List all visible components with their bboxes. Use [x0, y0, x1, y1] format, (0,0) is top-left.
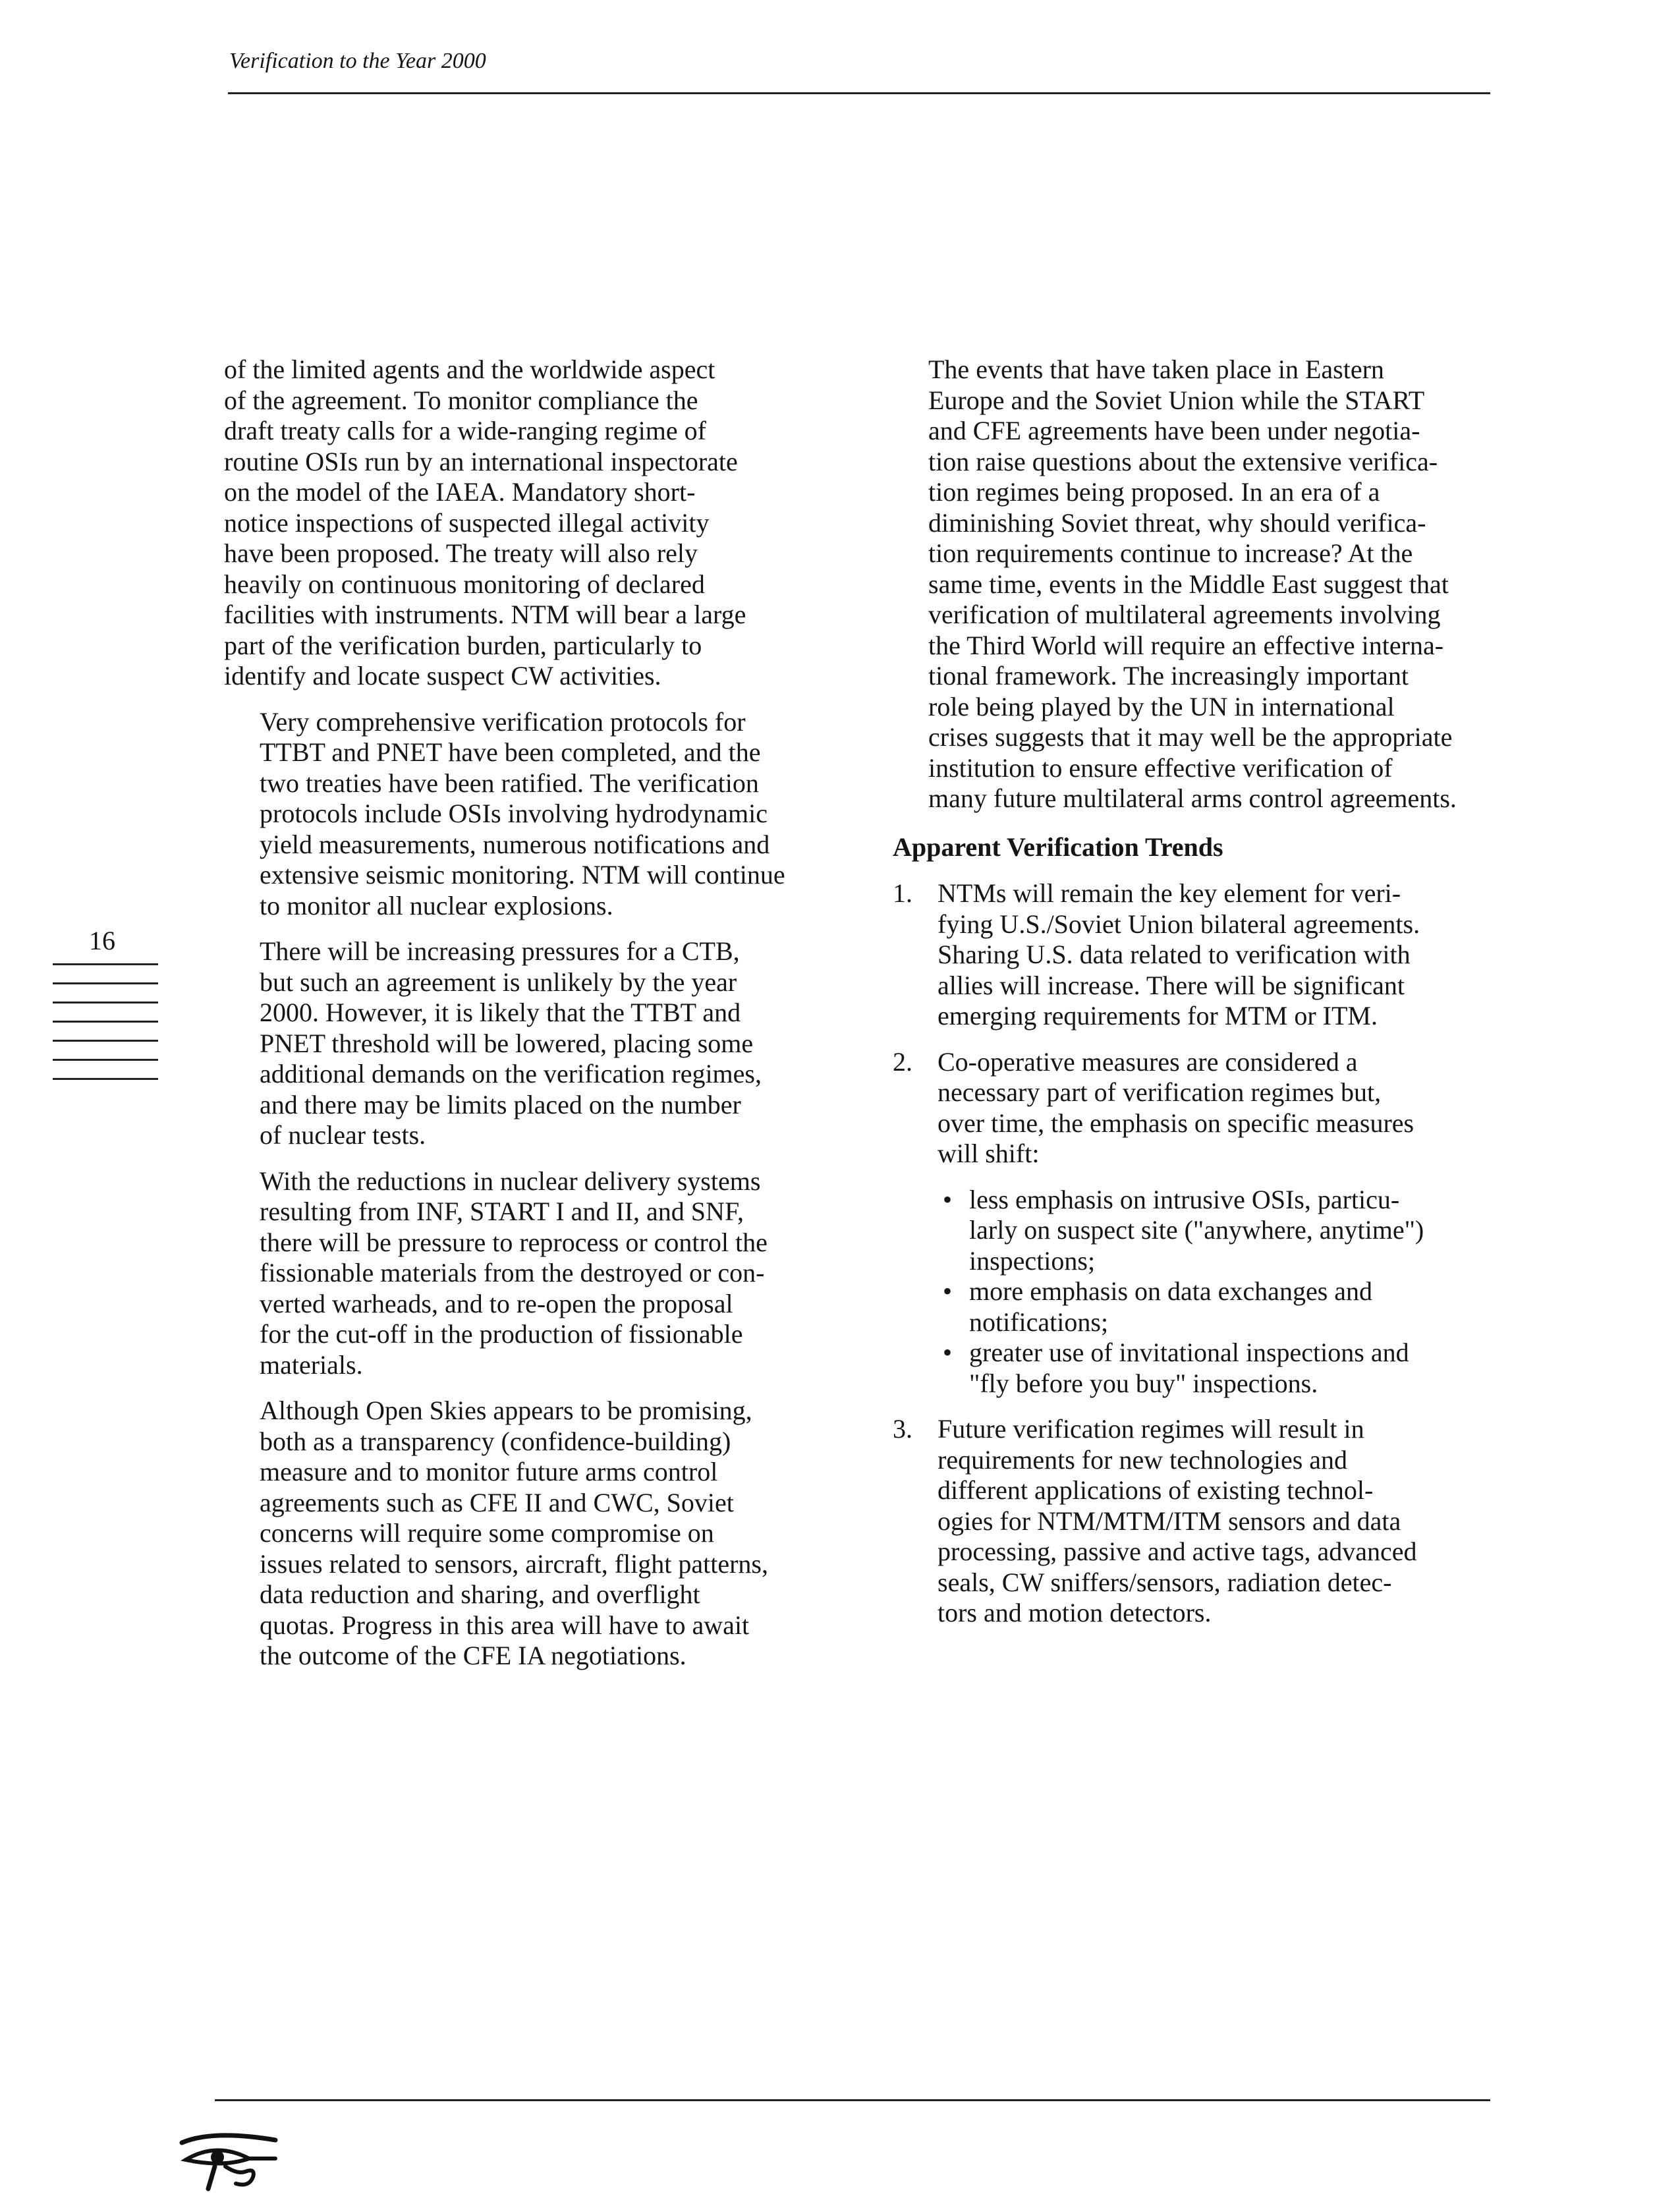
text-line: on the model of the IAEA. Mandatory short- [224, 477, 696, 507]
text-line: allies will increase. There will be significant [938, 970, 1405, 1000]
margin-rule-line [53, 963, 158, 965]
paragraph-ttbt-pnet [224, 707, 830, 922]
text-line: 2000. However, it is likely that the TTBT and [260, 998, 741, 1027]
bullet-item [938, 1185, 1505, 1277]
list-item [893, 1414, 1505, 1629]
text-line: have been proposed. The treaty will also rely [224, 538, 698, 568]
text-line: resulting from INF, START I and II, and SNF, [260, 1197, 744, 1226]
paragraph-cw-agreement [224, 354, 830, 692]
text-line: concerns will require some compromise on [260, 1518, 714, 1548]
text-line: the Third World will require an effective interna- [928, 630, 1444, 660]
margin-rule-line [53, 982, 158, 984]
margin-rule-line [53, 1040, 158, 1042]
text-line: emerging requirements for MTM or ITM. [938, 1001, 1378, 1030]
paragraph-ctb [224, 936, 830, 1151]
trends-list [893, 878, 1505, 1629]
bullet-item [938, 1276, 1505, 1338]
margin-rule-line [53, 1002, 158, 1003]
text-line: greater use of invitational inspections and [969, 1338, 1409, 1367]
text-line: will shift: [938, 1139, 1040, 1168]
text-line: but such an agreement is unlikely by the year [260, 967, 737, 997]
margin-rule-line [53, 1059, 158, 1061]
text-line: institution to ensure effective verification of [928, 752, 1393, 783]
text-line: Sharing U.S. data related to verification with [938, 940, 1411, 969]
text-line: tion raise questions about the extensive verifica- [928, 446, 1438, 476]
text-line: measure and to monitor future arms control [260, 1457, 718, 1486]
bullet-glyph: • [943, 1338, 953, 1367]
text-line: materials. [260, 1349, 363, 1380]
text-line: and CFE agreements have been under negotia- [928, 416, 1420, 445]
text-line: of the agreement. To monitor compliance the [224, 385, 698, 415]
bullet-glyph: • [943, 1276, 953, 1306]
text-line: data reduction and sharing, and overflight [260, 1579, 700, 1609]
text-line: to monitor all nuclear explosions. [260, 890, 613, 920]
text-line: crises suggests that it may well be the appropriate [928, 722, 1453, 752]
text-line: Although Open Skies appears to be promising, [260, 1396, 752, 1425]
paragraph-delivery-systems [224, 1166, 830, 1381]
text-line: NTMs will remain the key element for veri- [938, 878, 1401, 908]
text-line: Europe and the Soviet Union while the START [928, 385, 1425, 415]
text-line: verted warheads, and to re-open the proposal [260, 1288, 733, 1318]
text-line: fying U.S./Soviet Union bilateral agreements. [938, 909, 1420, 939]
text-line: "fly before you buy" inspections. [969, 1368, 1318, 1398]
text-line: of the limited agents and the worldwide aspect [224, 354, 715, 384]
text-line: ogies for NTM/MTM/ITM sensors and data [938, 1506, 1401, 1536]
section-heading-trends: Apparent Verification Trends [893, 832, 1223, 862]
text-line: fissionable materials from the destroyed or con- [260, 1258, 765, 1287]
text-line: and there may be limits placed on the number [260, 1089, 741, 1119]
text-line: the outcome of the CFE IA negotiations. [260, 1641, 686, 1670]
paragraph-eastern-europe [893, 354, 1505, 814]
text-line: less emphasis on intrusive OSIs, particu- [969, 1184, 1400, 1214]
text-line: part of the verification burden, particularly to [224, 630, 702, 660]
text-line: tion requirements continue to increase? At the [928, 538, 1413, 568]
text-line: verification of multilateral agreements involving [928, 600, 1441, 629]
text-line: of nuclear tests. [260, 1120, 426, 1150]
text-line: Future verification regimes will result in [938, 1414, 1364, 1444]
text-line: role being played by the UN in international [928, 691, 1395, 721]
bullet-glyph: • [943, 1184, 953, 1214]
text-line: The events that have taken place in Eastern [928, 354, 1384, 384]
text-line: there will be pressure to reprocess or control the [260, 1227, 768, 1257]
text-line: for the cut-off in the production of fissionable [260, 1319, 743, 1349]
text-line: quotas. Progress in this area will have to await [260, 1610, 750, 1640]
list-item [893, 878, 1505, 1032]
text-line: tors and motion detectors. [938, 1598, 1212, 1627]
text-line: issues related to sensors, aircraft, flight patterns, [260, 1548, 768, 1579]
running-head-title: Verification to the Year 2000 [229, 49, 486, 73]
text-line: over time, the emphasis on specific measures [938, 1108, 1414, 1138]
text-line: seals, CW sniffers/sensors, radiation detec- [938, 1567, 1392, 1597]
text-line: With the reductions in nuclear delivery systems [260, 1166, 761, 1196]
text-line: larly on suspect site ("anywhere, anytime") [969, 1215, 1424, 1245]
right-column [893, 354, 1505, 1644]
text-line: yield measurements, numerous notifications and [260, 829, 770, 859]
text-line: tional framework. The increasingly important [928, 661, 1409, 691]
left-column [224, 354, 830, 1687]
list-item-number: 1. [893, 878, 912, 908]
text-line: heavily on continuous monitoring of declared [224, 569, 705, 599]
bullet-list [938, 1185, 1505, 1399]
text-line: identify and locate suspect CW activities. [224, 661, 661, 691]
bullet-item [938, 1338, 1505, 1399]
text-line: processing, passive and active tags, advanced [938, 1537, 1417, 1566]
text-line: agreements such as CFE II and CWC, Soviet [260, 1487, 734, 1517]
text-line: many future multilateral arms control agreements. [928, 783, 1457, 813]
text-line: tion regimes being proposed. In an era of a [928, 477, 1380, 507]
text-line: There will be increasing pressures for a CTB, [260, 936, 740, 966]
text-line: routine OSIs run by an international inspectorate [224, 446, 738, 476]
list-item-number: 2. [893, 1046, 912, 1077]
text-line: different applications of existing technol- [938, 1475, 1374, 1505]
text-line: facilities with instruments. NTM will bear a large [224, 600, 746, 629]
text-line: draft treaty calls for a wide-ranging regime of [224, 416, 706, 445]
footer-rule [215, 2099, 1490, 2101]
list-item [893, 1047, 1505, 1399]
text-line: diminishing Soviet threat, why should verifica- [928, 507, 1426, 538]
text-line: same time, events in the Middle East suggest that [928, 569, 1449, 599]
text-line: TTBT and PNET have been completed, and the [260, 737, 761, 767]
list-item-number: 3. [893, 1414, 912, 1444]
text-line: both as a transparency (confidence-building) [260, 1426, 731, 1456]
text-line: extensive seismic monitoring. NTM will continue [260, 860, 785, 889]
eye-of-horus-logo-icon [177, 2128, 282, 2194]
text-line: Very comprehensive verification protocols for [260, 706, 746, 737]
margin-rule-lines [53, 963, 158, 1097]
text-line: two treaties have been ratified. The verification [260, 768, 759, 798]
text-line: necessary part of verification regimes but, [938, 1077, 1382, 1107]
text-line: notice inspections of suspected illegal activity [224, 507, 710, 538]
text-line: more emphasis on data exchanges and [969, 1276, 1373, 1306]
margin-rule-line [53, 1021, 158, 1023]
text-line: Co-operative measures are considered a [938, 1046, 1358, 1077]
text-line: requirements for new technologies and [938, 1444, 1348, 1475]
text-line: protocols include OSIs involving hydrodynamic [260, 799, 768, 828]
text-line: additional demands on the verification regimes, [260, 1059, 762, 1088]
text-line: notifications; [969, 1307, 1109, 1337]
text-line: PNET threshold will be lowered, placing some [260, 1028, 754, 1058]
paragraph-open-skies [224, 1396, 830, 1672]
text-line: inspections; [969, 1245, 1096, 1276]
page-number: 16 [89, 926, 115, 955]
header-rule [228, 92, 1490, 94]
margin-rule-line [53, 1078, 158, 1080]
